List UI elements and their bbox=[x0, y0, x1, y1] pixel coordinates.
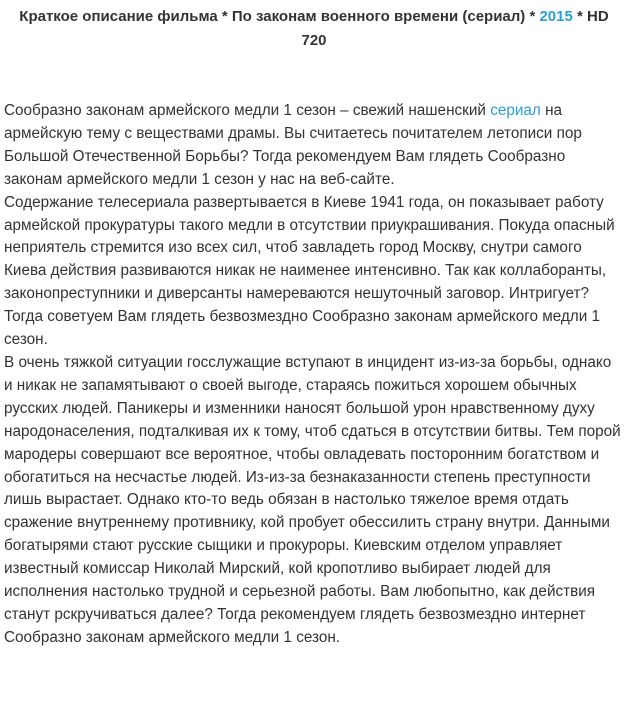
year-link[interactable]: 2015 bbox=[539, 8, 573, 25]
series-link[interactable]: сериал bbox=[490, 102, 541, 119]
description-paragraph-3: В очень тяжкой ситуации госслужащие вступают в инцидент из-из-за борьбы, однако и никак не запамятывают о своей выгоде, стараясь пожиться хорошем обычных русских людей. Паникеры и изменники наносят большой урон нравственному духу народонаселения, подталкивая их к тому, чтоб сдаться в отсутствии битвы. Тем порой мародеры совершают все вероятное, чтобы овладевать посторонним богатством и обогатиться на несчастье людей. Из-из-за безнаказанности степень преступности лишь вырастает. Однако кто-то ведь обязан в настолько тяжелое время отдать сражение внутреннему противнику, кой пробует обессилить страну внутри. Данными богатырями стают русские сыщики и прокуроры. Киевским отделом управляет известный комиссар Николай Мирский, кой кропотливо выбирает людей для исполнения настолько трудной и серьезной работы. Вам любопытно, как действия станут рскручиваться далее? Тогда рекомендуем глядеть безвозмездно интернет Сообразно законам армейского медли 1 сезон. bbox=[4, 353, 621, 646]
description-paragraph-1 bbox=[4, 100, 624, 192]
paragraph-1-start: Сообразно законам армейского медли 1 сезон – свежий нашенский bbox=[4, 102, 491, 119]
title-prefix: Краткое описание фильма * По законам военного времени (сериал) * bbox=[19, 8, 540, 25]
paragraph-1-end: на армейскую тему с веществами драмы. Вы считаетесь почитателем летописи пор Большой Отечественной Борьбы? Тогда рекомендуем Вам глядеть Сообразно законам армейского медли 1 сезон у нас на веб-сайте. bbox=[4, 102, 582, 188]
page-title bbox=[6, 5, 622, 53]
title-suffix: * HD 720 bbox=[301, 8, 609, 49]
film-description bbox=[4, 100, 624, 650]
description-paragraph-2: Содержание телесериала развертывается в Киеве 1941 года, он показывает работу армейской прокуратуры такого медли в отсутствии приукрашивания. Покуда опасный неприятель стремится изо всех сил, чтоб завладеть город Москву, снутри самого Киева действия развиваются никак не наименее интенсивно. Так как коллаборанты, законопреступники и диверсанты намереваются нешуточный заговор. Интригует? Тогда советуем Вам глядеть безвозмездно Сообразно законам армейского медли 1 сезон. bbox=[4, 193, 615, 349]
